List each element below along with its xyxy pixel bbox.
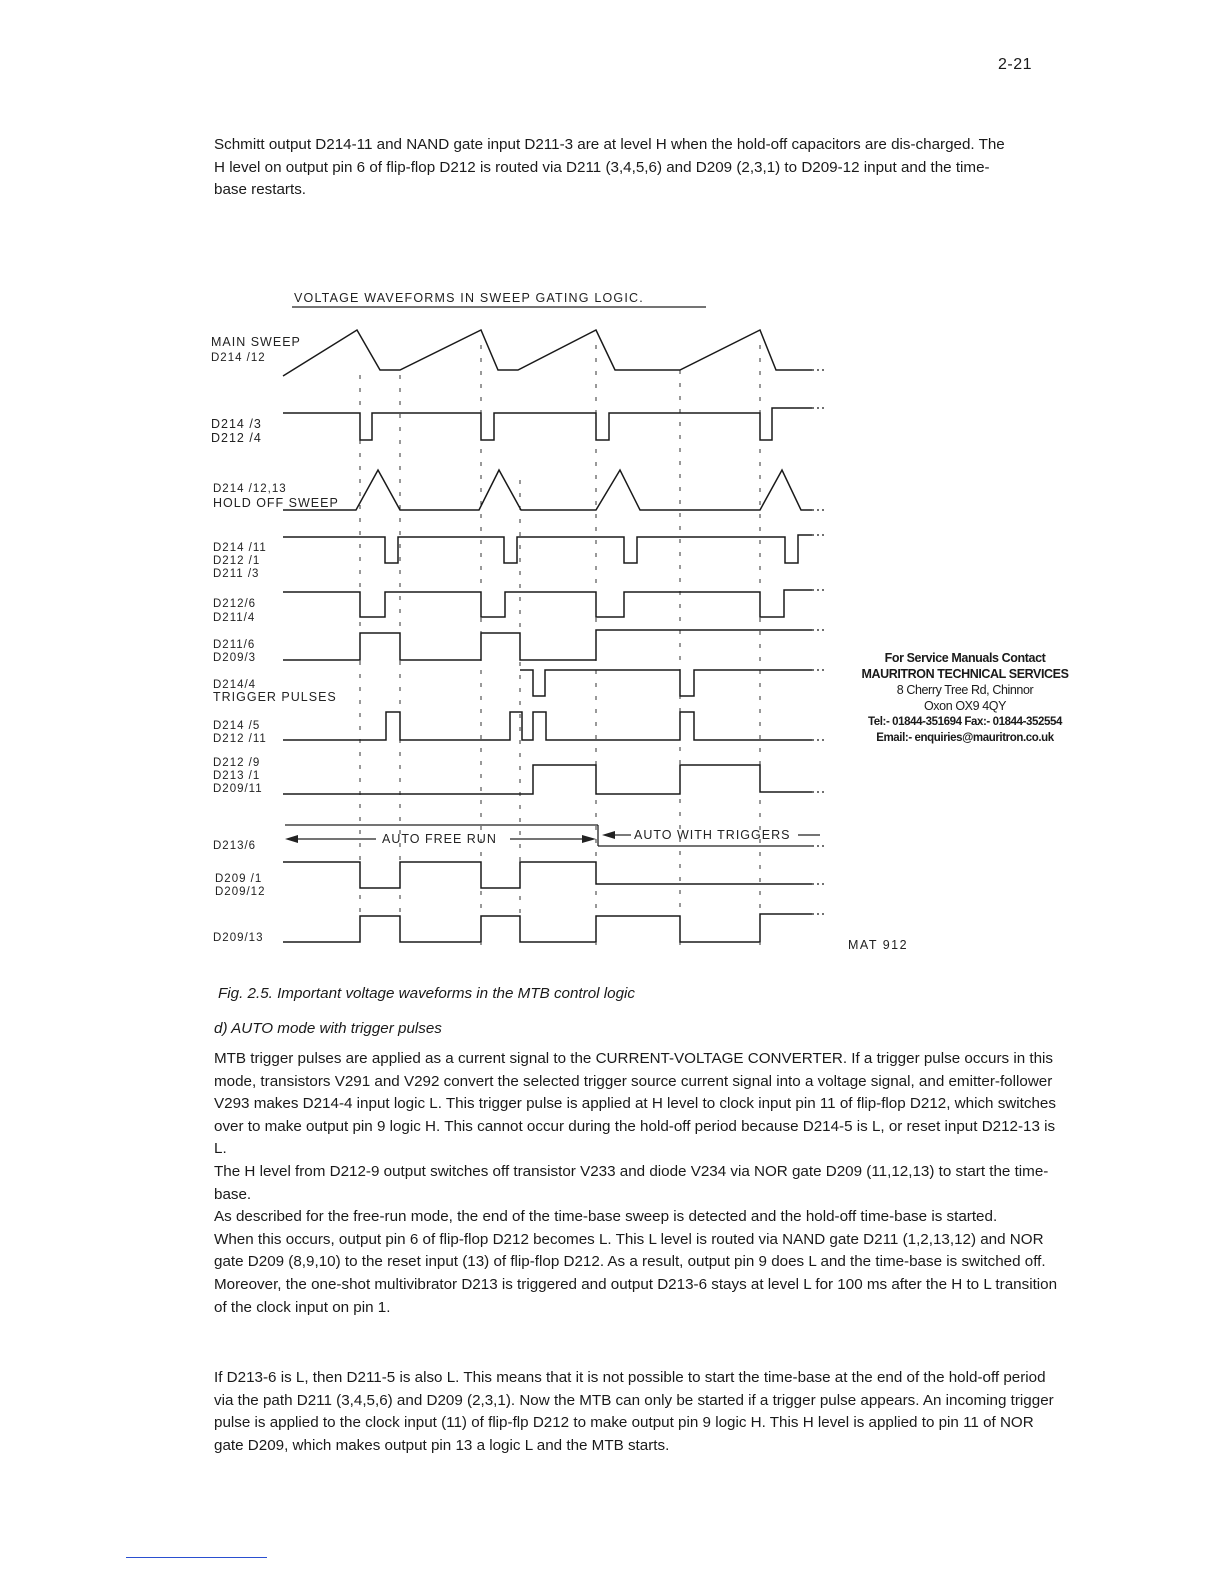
trigger-pulses-waveform [520, 670, 812, 696]
body-text [214, 1048, 1059, 1319]
contact-street: 8 Cherry Tree Rd, Chinnor [896, 683, 1034, 697]
label-trigger-pulses: TRIGGER PULSES [213, 690, 337, 704]
footnote-rule [126, 1557, 267, 1558]
label-d214-4: D214/4 [213, 679, 257, 691]
figure-code: MAT 912 [848, 938, 909, 952]
label-d209-3: D209/3 [213, 652, 257, 664]
auto-with-triggers-label: AUTO WITH TRIGGERS [634, 828, 791, 842]
contact-phone: Tel:- 01844-351694 Fax:- 01844-352554 [867, 716, 1063, 728]
main-sweep-waveform [283, 330, 812, 376]
service-contact-stamp [850, 650, 1080, 746]
contact-heading: For Service Manuals Contact [884, 651, 1046, 665]
label-d211-6: D211/6 [213, 639, 256, 651]
label-d209-1: D209 /1 [215, 873, 263, 885]
d214-11-waveform [283, 535, 812, 563]
diagram-title: VOLTAGE WAVEFORMS IN SWEEP GATING LOGIC. [294, 291, 644, 305]
d214-3-waveform [283, 408, 812, 440]
label-d213-6: D213/6 [213, 840, 257, 852]
label-d209-13: D209/13 [213, 932, 264, 944]
label-d214-12-13: D214 /12,13 [213, 483, 287, 495]
time-guide-lines [360, 345, 760, 945]
signal-labels [211, 335, 339, 944]
hold-off-sweep-waveform [283, 470, 812, 510]
closing-paragraph: If D213-6 is L, then D211-5 is also L. This means that it is not possible to start the time-base at the end of the hold-off period via the path D211 (3,4,5,6) and D209 (2,3,1). Now the MTB can only be started if a trigger pulse appears. An incoming trigger pulse is applied to the clock input (11) of flip-flp D212 to make output pin 9 logic H. This H level is applied to pin 11 of NOR gate D209, which makes output pin 13 a logic L and the MTB starts. [214, 1369, 1054, 1454]
label-d209-11: D209/11 [213, 783, 263, 795]
d214-5-waveform [283, 712, 812, 740]
body-paragraph: As described for the free-run mode, the end of the time-base sweep is detected and the hold-off time-base is started. [214, 1208, 998, 1226]
label-d212-1: D212 /1 [213, 555, 261, 567]
label-d212-6: D212/6 [213, 598, 257, 610]
d212-9-waveform [283, 765, 812, 794]
label-d214-3: D214 /3 [211, 417, 262, 431]
body-paragraph: When this occurs, output pin 6 of flip-flop D212 becomes L. This L level is routed via NAND gate D211 (1,2,13,12) and NOR gate D209 (8,9,10) to the reset input (13) of flip-flop D212. As a result, output pin 9 does L and the time-base is switched off. Moreover, the one-shot multivibrator D213 is triggered and output D213-6 stays at level L for 100 ms after the H to L transition of the clock input on pin 1. [214, 1230, 1058, 1316]
contact-email: Email:- enquiries@mauritron.co.uk [876, 732, 1054, 744]
d212-6-waveform [283, 590, 812, 617]
label-d214-5: D214 /5 [213, 720, 261, 732]
label-d209-12: D209/12 [215, 886, 266, 898]
triggers-arrow-left [602, 831, 615, 839]
d213-6-mode-arrows [285, 825, 826, 846]
d211-6-waveform [283, 630, 812, 660]
d209-13-waveform [283, 914, 812, 942]
page-number: 2-21 [998, 56, 1033, 73]
label-main-sweep: MAIN SWEEP [211, 335, 301, 349]
free-run-arrow-left [285, 835, 298, 843]
section-subheading: d) AUTO mode with trigger pulses [214, 1020, 442, 1037]
body-paragraph: MTB trigger pulses are applied as a current signal to the CURRENT-VOLTAGE CONVERTER. If a trigger pulse occurs in this mode, transistors V291 and V292 convert the selected trigger source current signal into a voltage signal, and emitter-follower V293 makes D214-4 input logic L. This trigger pulse is applied at H level to clock input pin 11 of flip-flop D212, which switches over to make output pin 9 logic H. This cannot occur during the hold-off period because D214-5 is L, or reset input D212-13 is L. [214, 1050, 1056, 1158]
label-d212-4: D212 /4 [211, 431, 262, 445]
label-d212-9: D212 /9 [213, 757, 261, 769]
intro-paragraph: Schmitt output D214-11 and NAND gate input D211-3 are at level H when the hold-off capacitors are dis-charged. The H level on output pin 6 of flip-flop D212 is routed via D211 (3,4,5,6) and D209 (2,3,1) to D209-12 input and the time-base restarts. [214, 136, 1005, 199]
figure-caption: Fig. 2.5. Important voltage waveforms in the MTB control logic [218, 985, 635, 1002]
free-run-arrow-right [582, 835, 596, 843]
contact-company: MAURITRON TECHNICAL SERVICES [861, 667, 1069, 681]
label-d212-11: D212 /11 [213, 733, 267, 745]
label-d214-12: D214 /12 [211, 352, 266, 364]
label-d214-11: D214 /11 [213, 542, 267, 554]
d209-1-waveform [283, 862, 812, 888]
closing-text [214, 1367, 1059, 1457]
contact-town: Oxon OX9 4QY [923, 699, 1007, 713]
label-d211-4: D211/4 [213, 612, 256, 624]
body-paragraph: The H level from D212-9 output switches off transistor V233 and diode V234 via NOR gate D209 (11,12,13) to start the time-base. [214, 1162, 1049, 1203]
auto-free-run-label: AUTO FREE RUN [382, 832, 497, 846]
label-d213-1: D213 /1 [213, 770, 261, 782]
label-hold-off-sweep: HOLD OFF SWEEP [213, 496, 339, 510]
label-d211-3: D211 /3 [213, 568, 260, 580]
